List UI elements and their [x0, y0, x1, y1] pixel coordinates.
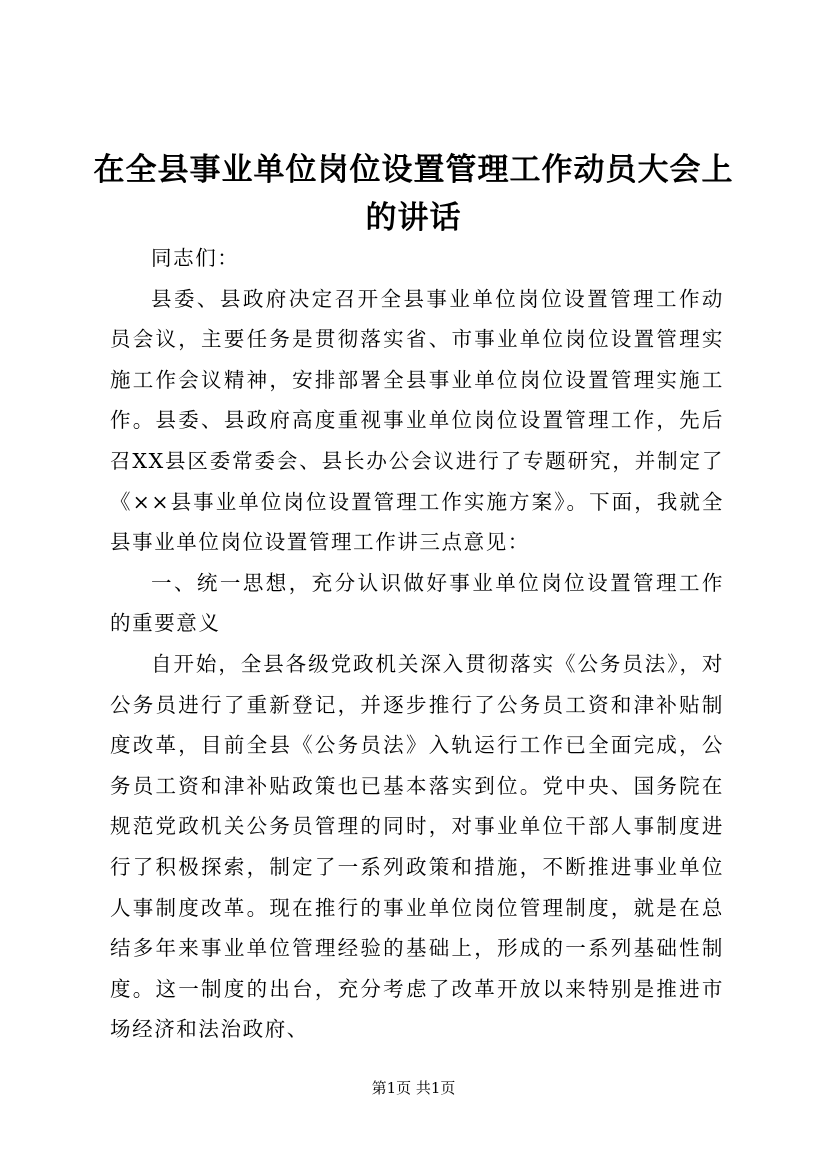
document-body: [110, 238, 724, 1050]
page-number-footer: 第1页 共1页: [371, 1079, 456, 1097]
title-line-1: 在全县事业单位岗位设置管理工作动员大会上: [93, 152, 734, 188]
salutation: 同志们：: [151, 246, 240, 270]
section-heading-1: 一、统一思想，充分认识做好事业单位岗位设置管理工作的重要意义: [110, 570, 724, 636]
paragraph-section-1: 自开始，全县各级党政机关深入贯彻落实《公务员法》，对公务员进行了重新登记，并逐步推行了公务员工资和津补贴制度改革，目前全县《公务员法》入轨运行工作已全面完成，公务员工资和津补贴政策也已基本落实到位。党中央、国务院在规范党政机关公务员管理的同时，对事业单位干部人事制度进行了积极探索，制定了一系列政策和措施，不断推进事业单位人事制度改革。现在推行的事业单位岗位管理制度，就是在总结多年来事业单位管理经验的基础上，形成的一系列基础性制度。这一制度的出台，充分考虑了改革开放以来特别是推进市场经济和法治政府、: [110, 651, 724, 1042]
title-line-2: 的讲话: [365, 200, 462, 236]
document-title: [0, 146, 827, 242]
paragraph-intro: 县委、县政府决定召开全县事业单位岗位设置管理工作动员会议，主要任务是贯彻落实省、市事业单位岗位设置管理实施工作会议精神，安排部署全县事业单位岗位设置管理实施工作。县委、县政府高度重视事业单位岗位设置管理工作，先后召XX县区委常委会、县长办公会议进行了专题研究，并制定了《××县事业单位岗位设置管理工作实施方案》。下面，我就全县事业单位岗位设置管理工作讲三点意见：: [110, 286, 724, 555]
